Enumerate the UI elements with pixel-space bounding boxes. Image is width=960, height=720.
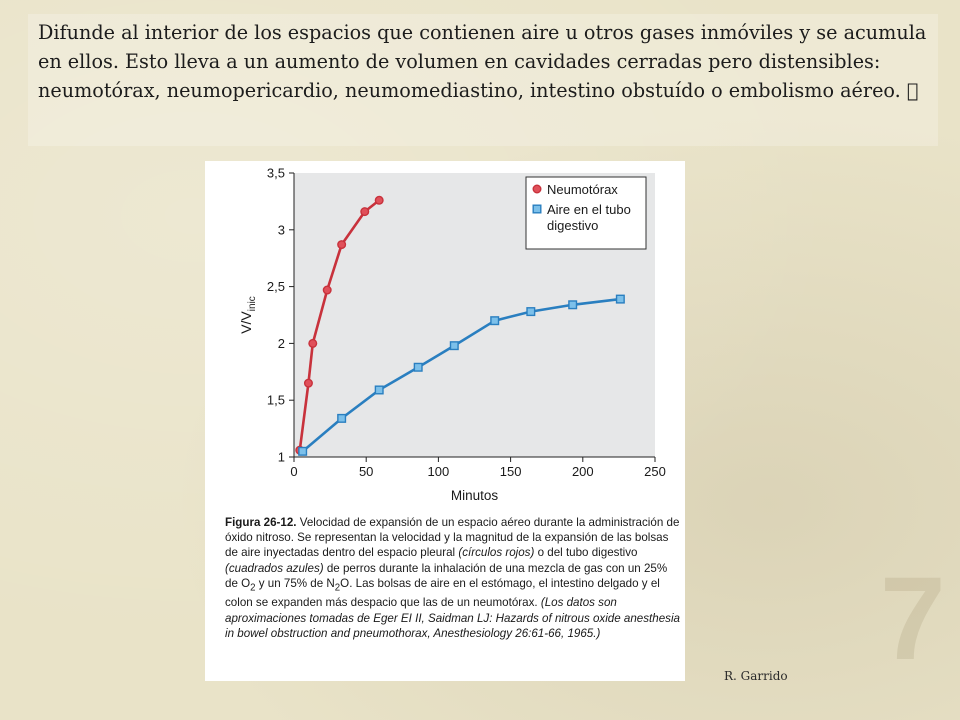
- caption-segment: (círculos rojos): [458, 546, 535, 560]
- x-tick-label: 200: [571, 464, 594, 479]
- y-tick-label: 1: [277, 449, 285, 465]
- x-tick-label: 100: [427, 464, 450, 479]
- legend-label-aire-line1: Aire en el tubo: [547, 202, 631, 217]
- x-tick-label: 150: [499, 464, 522, 479]
- y-tick-label: 2: [277, 335, 285, 351]
- caption-segment: O. Las bolsas de aire en el estómago, el intestino delgado y el colon se expanden más despacio que las de un neumotórax.: [225, 576, 660, 610]
- legend-marker-circle: [533, 185, 541, 193]
- data-point-square: [617, 295, 625, 303]
- intro-paragraph: Difunde al interior de los espacios que contienen aire u otros gases inmóviles y se acumula en ellos. Esto lleva a un aumento de volumen en cavidades cerradas pero distensibles: neumotórax, neumopericardio, neumomediastino, intestino obstuído o embolismo aéreo.: [38, 21, 927, 102]
- author-label: R. Garrido: [724, 669, 788, 683]
- data-point-circle: [309, 340, 317, 348]
- y-tick-label: 1,5: [266, 392, 285, 408]
- y-tick-label: 2,5: [266, 279, 285, 295]
- y-axis-label-sub: inic: [247, 296, 258, 312]
- data-point-square: [414, 363, 422, 371]
- figure-panel: [205, 161, 685, 681]
- data-point-circle: [338, 241, 346, 249]
- legend-marker-square: [533, 205, 541, 213]
- caption-segment: o del tubo digestivo: [534, 546, 638, 560]
- caption-subscript: 2: [250, 582, 256, 594]
- x-tick-label: 250: [644, 464, 666, 479]
- data-point-square: [527, 308, 535, 316]
- caption-citation: (Los datos son aproximaciones tomadas de Eger EI II, Saidman LJ: Hazards of nitrous oxide anesthesia in bowel obstruction and pneumothorax, Anesthesiology 26:61-66, 1965.): [225, 596, 680, 640]
- y-tick-label: 3: [277, 222, 285, 238]
- legend-label-neumotorax: Neumotórax: [547, 182, 618, 197]
- y-tick-label: 3,5: [266, 165, 285, 181]
- caption-segment: de perros durante la inhalación de una mezcla de gas con un 25% de O: [225, 561, 668, 590]
- data-point-square: [299, 448, 307, 456]
- data-point-circle: [361, 208, 369, 216]
- x-tick-label: 50: [358, 464, 374, 479]
- x-tick-label: 0: [290, 464, 298, 479]
- data-point-circle: [305, 379, 313, 387]
- caption-subscript: 2: [334, 582, 341, 594]
- slide-number: 7: [880, 553, 946, 685]
- data-point-square: [569, 301, 577, 309]
- x-axis-label: Minutos: [450, 488, 499, 503]
- y-axis-label-main: V/V: [238, 311, 254, 334]
- data-point-square: [375, 386, 383, 394]
- legend-label-aire-line2: digestivo: [547, 218, 599, 233]
- y-axis-label: [238, 296, 258, 334]
- caption-segment: (cuadrados azules): [225, 561, 324, 575]
- figure-caption: [225, 515, 680, 641]
- caption-segment: y un 75% de N: [255, 576, 335, 590]
- data-point-square: [338, 415, 346, 423]
- data-point-circle: [323, 286, 331, 294]
- data-point-circle: [375, 196, 383, 204]
- caption-figure-label: Figura 26-12.: [225, 516, 297, 529]
- data-point-square: [491, 317, 499, 325]
- data-point-square: [450, 342, 458, 350]
- caption-segment: Velocidad de expansión de un espacio aéreo durante la administración de óxido nitroso. Se representan la velocidad y la magnitud de la expansión de las bolsas de aire inyectadas dentro del espacio pleural: [225, 516, 680, 560]
- chart-svg: [205, 161, 685, 511]
